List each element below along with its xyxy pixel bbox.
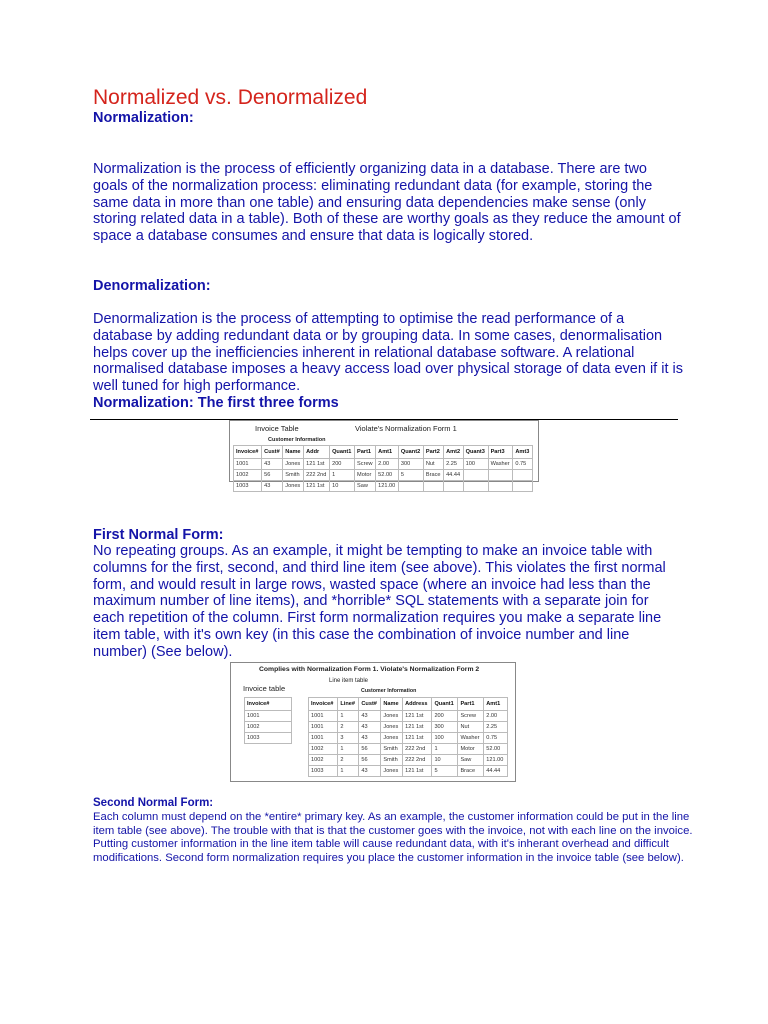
table2-cell: 1003 — [309, 766, 338, 777]
table2-cell: 222 2nd — [403, 744, 432, 755]
table2-cell: 1001 — [309, 733, 338, 744]
table1-cell: 44.44 — [444, 470, 464, 481]
line-item-table — [308, 697, 508, 777]
table1-header-cell: Name — [283, 446, 304, 459]
table2-cell: 1001 — [309, 722, 338, 733]
table2-header-cell: Line# — [338, 698, 359, 711]
table1-cell: 300 — [398, 459, 423, 470]
invoice-number-cell: 1002 — [245, 722, 292, 733]
invoice-number-header-cell: Invoice# — [245, 698, 292, 711]
denormalization-paragraph: Denormalization is the process of attempting to optimise the read performance of a database by adding redundant data or by grouping data. In some cases, denormalisation helps cover up the inefficiencies inherent in relational database software. A relational normalised database imposes a heavy access load over physical storage of data even if it is well tuned for high performance. — [93, 311, 683, 395]
table1-cell: 10 — [330, 481, 355, 492]
table-row — [309, 744, 508, 755]
table1-header-cell: Amt2 — [444, 446, 464, 459]
table2-cell: Jones — [381, 722, 403, 733]
table1-header-cell: Invoice# — [234, 446, 262, 459]
table1-cell — [488, 481, 513, 492]
table2-cell: 1 — [432, 744, 458, 755]
table2-cell: 200 — [432, 711, 458, 722]
table2-cell: Washer — [458, 733, 484, 744]
table2-cell: Jones — [381, 711, 403, 722]
table-row — [309, 722, 508, 733]
table1-header-cell: Quant2 — [398, 446, 423, 459]
table2-header-cell: Address — [403, 698, 432, 711]
table2-header-cell: Part1 — [458, 698, 484, 711]
table1-cell — [463, 481, 488, 492]
denormalization-heading: Denormalization: — [93, 278, 211, 294]
table2-cell: 121.00 — [484, 755, 508, 766]
table2-cell: 2.25 — [484, 722, 508, 733]
table2-header-cell: Name — [381, 698, 403, 711]
table2-cell: 222 2nd — [403, 755, 432, 766]
table2-cell: 44.44 — [484, 766, 508, 777]
table-row — [309, 766, 508, 777]
table2-cell: Motor — [458, 744, 484, 755]
table2-cell: Brace — [458, 766, 484, 777]
table2-cell: Jones — [381, 733, 403, 744]
table2-caption: Complies with Normalization Form 1. Violate's Normalization Form 2 — [259, 666, 480, 673]
table1-header-cell: Amt3 — [513, 446, 533, 459]
table2-cell: 121 1st — [403, 722, 432, 733]
table2-cell: 1 — [338, 711, 359, 722]
table2-cell: 121 1st — [403, 733, 432, 744]
table2-cell: 121 1st — [403, 711, 432, 722]
table2-cell: 43 — [359, 766, 381, 777]
table1-header-row — [234, 446, 533, 459]
table2-cell: 10 — [432, 755, 458, 766]
table2-cell: Screw — [458, 711, 484, 722]
table2-cell: 1002 — [309, 744, 338, 755]
table1-cell: Smith — [283, 470, 304, 481]
table-row — [245, 733, 292, 744]
table1-header-cell: Cust# — [262, 446, 283, 459]
second-normal-form-heading: Second Normal Form: — [93, 797, 214, 809]
table2-cell: 1 — [338, 744, 359, 755]
table1-header-cell: Quant1 — [330, 446, 355, 459]
table1-cell: 200 — [330, 459, 355, 470]
table-row — [234, 481, 533, 492]
table1-cell: Washer — [488, 459, 513, 470]
table1-caption-right: Violate's Normalization Form 1 — [355, 424, 457, 433]
table2-cell: 0.75 — [484, 733, 508, 744]
invoice-table-figure — [229, 420, 539, 489]
table-row — [245, 722, 292, 733]
table2-cell: 52.00 — [484, 744, 508, 755]
table1-cell: 1 — [330, 470, 355, 481]
second-normal-form-paragraph: Each column must depend on the *entire* primary key. As an example, the customer information could be put in the line item table (see above). The trouble with that is that the customer goes with the invoice, not with each line on the invoice. Putting customer information in the line item table will cause redundant data, with it's inherant overhead and difficult modifications. Second form normalization requires you place the customer information in the invoice table (see below). — [93, 811, 693, 864]
line-item-table-label: Line item table — [329, 678, 369, 684]
table2-header-cell: Quant1 — [432, 698, 458, 711]
table1-header-cell: Part1 — [355, 446, 376, 459]
table1-cell — [488, 470, 513, 481]
forms-heading: Normalization: The first three forms — [93, 395, 339, 411]
table1-header-cell: Quant3 — [463, 446, 488, 459]
table-row — [309, 733, 508, 744]
table2-cell: 1001 — [309, 711, 338, 722]
invoice-table-label: Invoice table — [243, 684, 286, 693]
table-row — [234, 459, 533, 470]
table1-cell: 5 — [398, 470, 423, 481]
table-row — [245, 711, 292, 722]
table2-header-cell: Cust# — [359, 698, 381, 711]
normalization-paragraph: Normalization is the process of efficiently organizing data in a database. There are two goals of the normalization process: eliminating redundant data (for example, storing the same data in more than one table) and ensuring data dependencies make sense (only storing related data in a table). Both of these are worthy goals as they reduce the amount of space a database consumes and ensure that data is logically stored. — [93, 161, 681, 245]
table1-header-cell: Part2 — [423, 446, 443, 459]
table1-cell: 121 1st — [304, 481, 330, 492]
table1-cell: 2.00 — [376, 459, 399, 470]
table1-cell — [513, 481, 533, 492]
table2-cell: 2 — [338, 755, 359, 766]
normalization-heading: Normalization: — [93, 110, 194, 126]
table2-cell: 1002 — [309, 755, 338, 766]
table1-header-cell: Part3 — [488, 446, 513, 459]
table2-cell: 1 — [338, 766, 359, 777]
table1-cell: 0.75 — [513, 459, 533, 470]
table1-cell: Jones — [283, 459, 304, 470]
table1-cell: Screw — [355, 459, 376, 470]
table2-cell: 43 — [359, 722, 381, 733]
table2-cell: 2 — [338, 722, 359, 733]
table1-cell — [423, 481, 443, 492]
table-row — [309, 755, 508, 766]
table2-cell: 5 — [432, 766, 458, 777]
table2-header-cell: Invoice# — [309, 698, 338, 711]
table2-header-row — [309, 698, 508, 711]
table1-cell: 1002 — [234, 470, 262, 481]
table2-cell: 56 — [359, 744, 381, 755]
table2-cell: 2.00 — [484, 711, 508, 722]
table-row — [234, 470, 533, 481]
invoice-number-cell: 1003 — [245, 733, 292, 744]
table1-cell: 52.00 — [376, 470, 399, 481]
table1-cell: 100 — [463, 459, 488, 470]
table1-header-cell: Amt1 — [376, 446, 399, 459]
line-item-table-figure — [230, 662, 516, 782]
table1-cell: 222 2nd — [304, 470, 330, 481]
table1-cell: 121.00 — [376, 481, 399, 492]
table1-caption-left: Invoice Table — [255, 424, 299, 433]
table2-cell: 43 — [359, 711, 381, 722]
table1-cell: 121 1st — [304, 459, 330, 470]
table1-cell: Nut — [423, 459, 443, 470]
table2-cell: 56 — [359, 755, 381, 766]
invoice-number-header-row — [245, 698, 292, 711]
table1-cell: 43 — [262, 459, 283, 470]
table1-cell: 1003 — [234, 481, 262, 492]
table2-cell: Smith — [381, 744, 403, 755]
table1-cell: 2.25 — [444, 459, 464, 470]
invoice-number-table — [244, 697, 292, 744]
table1-cell: 1001 — [234, 459, 262, 470]
invoice-table — [233, 445, 533, 492]
table2-cell: Jones — [381, 766, 403, 777]
table2-cell: 121 1st — [403, 766, 432, 777]
table-row — [309, 711, 508, 722]
table2-group-label: Customer Information — [361, 688, 417, 694]
table1-cell: 56 — [262, 470, 283, 481]
table2-cell: 300 — [432, 722, 458, 733]
table1-cell — [398, 481, 423, 492]
table2-cell: Smith — [381, 755, 403, 766]
first-normal-form-paragraph: No repeating groups. As an example, it might be tempting to make an invoice table with columns for the first, second, and third line item (see above). This violates the first normal form, and would result in large rows, wasted space (where an invoice had less than the maximum number of line items), and *horrible* SQL statements with a separate join for each repetition of the column. First form normalization requires you make a separate line item table, with it's own key (in this case the combination of invoice number and line number) (See below). — [93, 543, 666, 660]
table2-cell: 43 — [359, 733, 381, 744]
first-normal-form-heading: First Normal Form: — [93, 527, 224, 543]
table1-cell: Motor — [355, 470, 376, 481]
page-title: Normalized vs. Denormalized — [93, 86, 368, 109]
table1-header-cell: Addr — [304, 446, 330, 459]
table1-cell: 43 — [262, 481, 283, 492]
table2-cell: Saw — [458, 755, 484, 766]
table2-cell: Nut — [458, 722, 484, 733]
table1-cell — [513, 470, 533, 481]
table1-cell: Brace — [423, 470, 443, 481]
table1-cell — [463, 470, 488, 481]
table1-cell — [444, 481, 464, 492]
invoice-number-cell: 1001 — [245, 711, 292, 722]
table2-header-cell: Amt1 — [484, 698, 508, 711]
table2-cell: 100 — [432, 733, 458, 744]
table2-cell: 3 — [338, 733, 359, 744]
table1-cell: Jones — [283, 481, 304, 492]
table1-group-label: Customer Information — [268, 437, 326, 443]
table1-cell: Saw — [355, 481, 376, 492]
